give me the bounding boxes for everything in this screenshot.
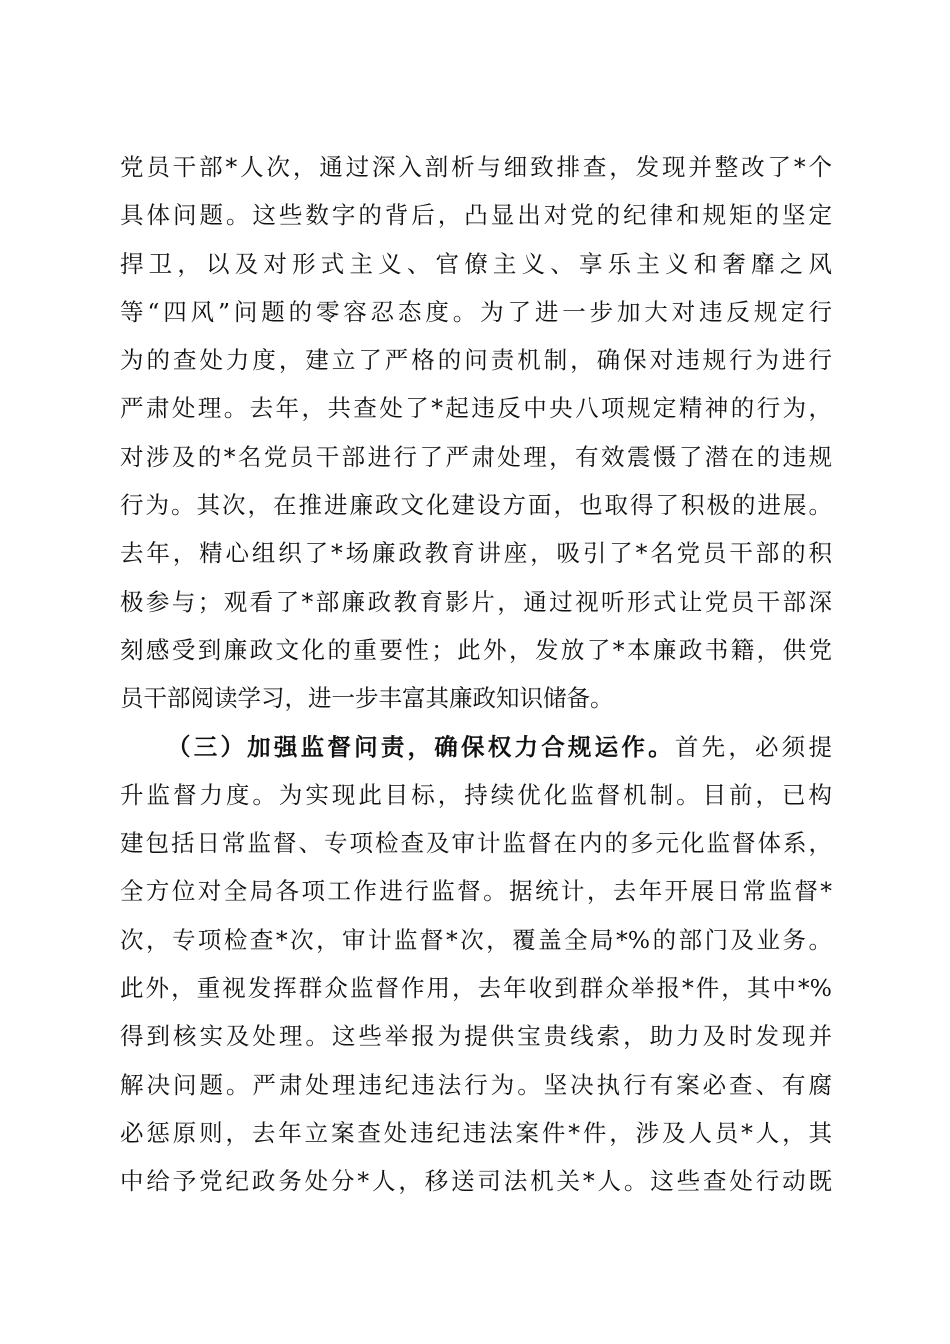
text-line: 升监督力度。为实现此目标，持续优化监督机制。目前，已构 — [120, 780, 832, 809]
text-line: 刻感受到廉政文化的重要性；此外，发放了*本廉政书籍，供党 — [120, 635, 832, 664]
heading-line-rest: 首先，必须提 — [674, 732, 833, 761]
text-line: 必惩原则，去年立案查处违纪违法案件*件，涉及人员*人，其 — [120, 1118, 832, 1147]
text-line: 行为。其次，在推进廉政文化建设方面，也取得了积极的进展。 — [120, 491, 832, 520]
text-line: 极参与；观看了*部廉政教育影片，通过视听形式让党员干部深 — [120, 587, 832, 616]
text-line: 全方位对全局各项工作进行监督。据统计，去年开展日常监督* — [120, 877, 832, 906]
text-line: 去年，精心组织了*场廉政教育讲座，吸引了*名党员干部的积 — [120, 539, 832, 568]
text-line: 党员干部*人次，通过深入剖析与细致排查，发现并整改了*个 — [120, 153, 832, 181]
body-text — [120, 143, 832, 1206]
text-line: 建包括日常监督、专项检查及审计监督在内的多元化监督体系， — [120, 829, 832, 858]
text-line: 此外，重视发挥群众监督作用，去年收到群众举报*件，其中*% — [120, 974, 832, 1003]
paragraph-1 — [120, 143, 832, 723]
text-line: 捍卫，以及对形式主义、官僚主义、享乐主义和奢靡之风 — [120, 249, 832, 278]
text-line: 为的查处力度，建立了严格的问责机制，确保对违规行为进行 — [120, 346, 832, 375]
text-line: 对涉及的*名党员干部进行了严肃处理，有效震慑了潜在的违规 — [120, 442, 832, 471]
paragraph-2 — [120, 723, 832, 1206]
text-line: 次，专项检查*次，审计监督*次，覆盖全局*%的部门及业务。 — [120, 925, 832, 954]
text-line: 具体问题。这些数字的背后，凸显出对党的纪律和规矩的坚定 — [120, 201, 832, 230]
text-line: 员干部阅读学习，进一步丰富其廉政知识储备。 — [120, 684, 614, 713]
text-line: 中给予党纪政务处分*人，移送司法机关*人。这些查处行动既 — [120, 1167, 832, 1196]
text-line: 等“四风”问题的零容忍态度。为了进一步加大对违反规定行 — [120, 297, 832, 326]
text-line — [120, 723, 832, 771]
text-line: 解决问题。严肃处理违纪违法行为。坚决执行有案必查、有腐 — [120, 1070, 832, 1099]
text-line: 严肃处理。去年，共查处了*起违反中央八项规定精神的行为， — [120, 394, 832, 423]
text-line: 得到核实及处理。这些举报为提供宝贵线索，助力及时发现并 — [120, 1022, 832, 1051]
section-heading: （三）加强监督问责，确保权力合规运作。 — [167, 732, 675, 761]
